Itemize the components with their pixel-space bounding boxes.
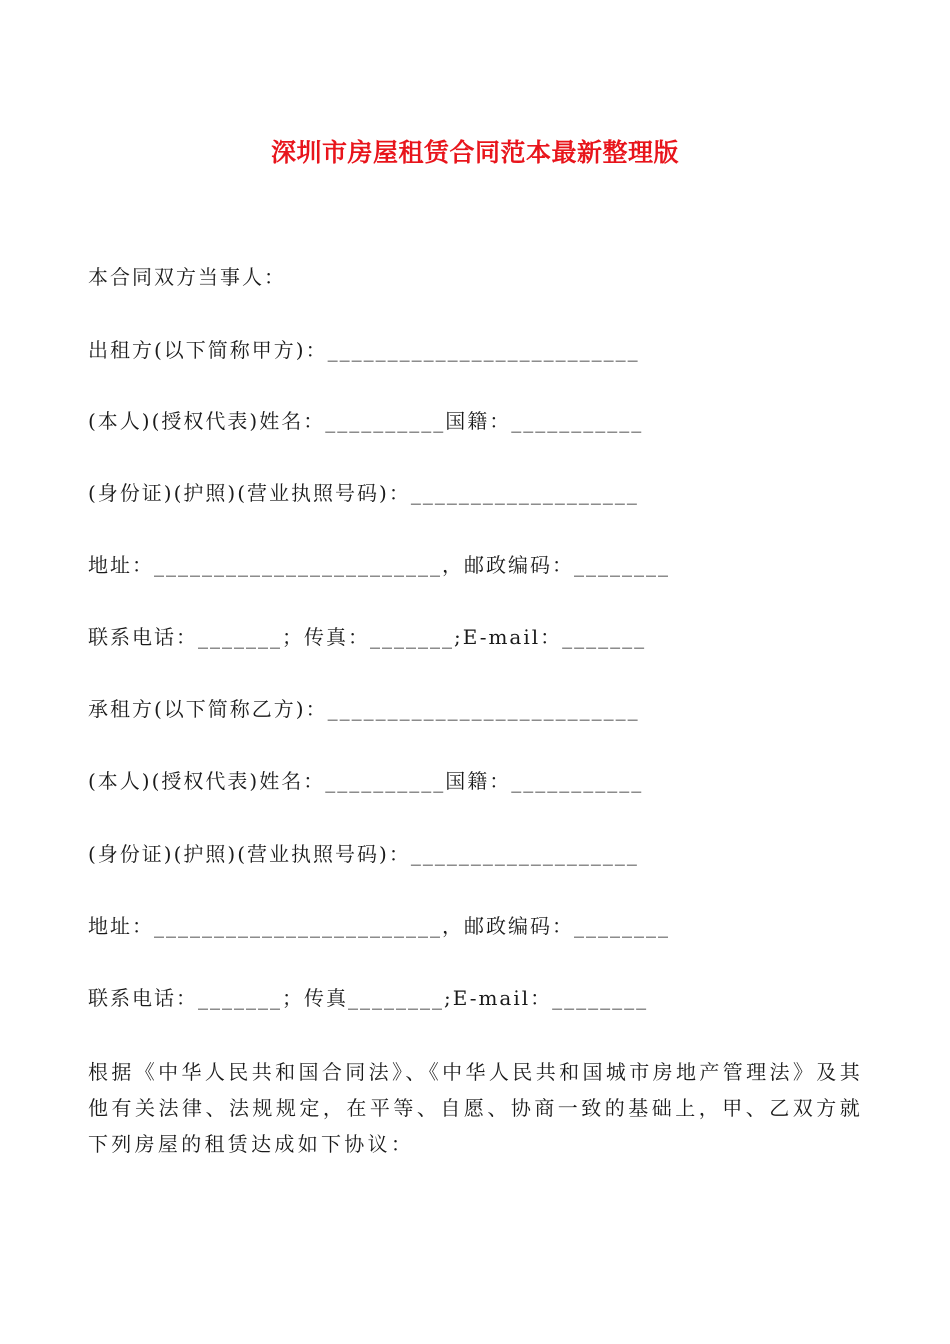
- lessor-line: 出租方(以下简称甲方)：__________________________: [88, 338, 640, 362]
- lessee-id-number: (身份证)(护照)(营业执照号码)：___________________: [88, 842, 639, 866]
- lessor-address-postcode: 地址：________________________，邮政编码：________: [88, 553, 670, 577]
- lessee-address-postcode: 地址：________________________，邮政编码：________: [88, 914, 670, 938]
- lessee-name-nationality: (本人)(授权代表)姓名：__________国籍：___________: [88, 769, 644, 793]
- agreement-paragraph: 根据《中华人民共和国合同法》、《中华人民共和国城市房地产管理法》及其他有关法律、法规规定，在平等、自愿、协商一致的基础上，甲、乙双方就下列房屋的租赁达成如下协议：: [88, 1060, 863, 1156]
- parties-intro: 本合同双方当事人：: [88, 265, 286, 289]
- document-title: 深圳市房屋租赁合同范本最新整理版: [270, 138, 679, 167]
- lessor-id-number: (身份证)(护照)(营业执照号码)：___________________: [88, 481, 639, 505]
- lessor-contact: 联系电话：_______；传真：_______;E-mail：_______: [88, 625, 647, 649]
- lessor-name-nationality: (本人)(授权代表)姓名：__________国籍：___________: [88, 409, 644, 433]
- lessee-line: 承租方(以下简称乙方)：__________________________: [88, 697, 640, 721]
- lessee-contact: 联系电话：_______；传真________;E-mail：________: [88, 986, 649, 1010]
